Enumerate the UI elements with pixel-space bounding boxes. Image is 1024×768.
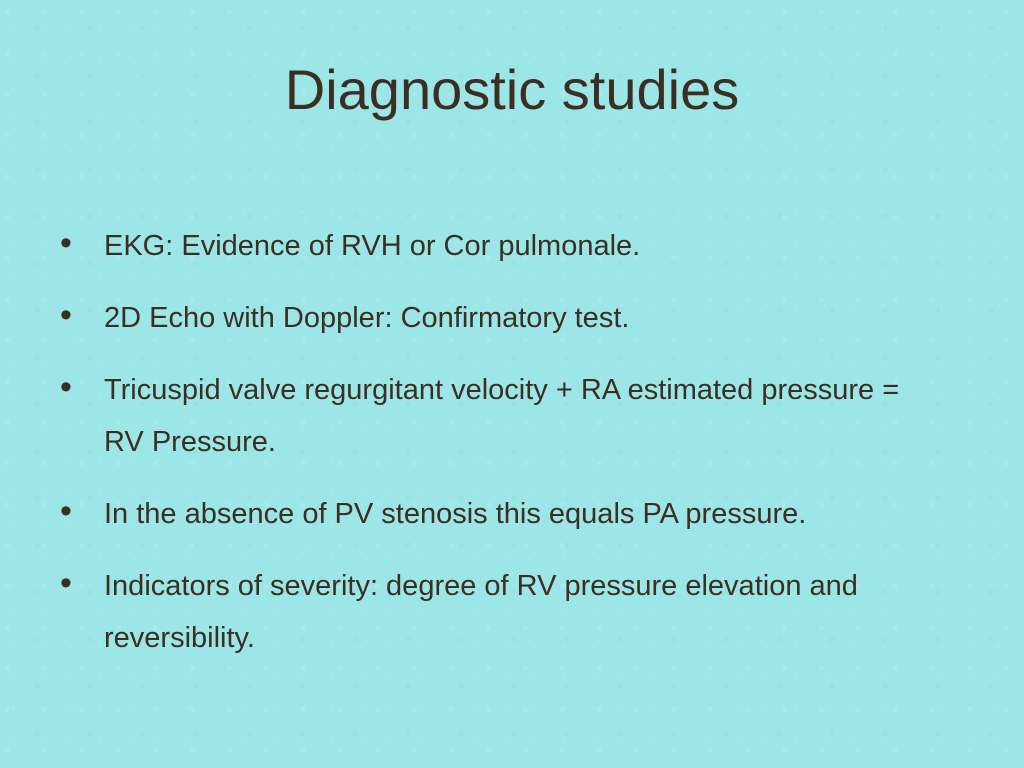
bullet-text: 2D Echo with Doppler: Confirmatory test. xyxy=(104,302,630,334)
bullet-icon: • xyxy=(60,296,72,334)
bullet-icon: • xyxy=(60,492,72,530)
bullet-text: Tricuspid valve regurgitant velocity + RA estimated pressure = RV Pressure. xyxy=(104,374,900,458)
bullet-text: In the absence of PV stenosis this equals PA pressure. xyxy=(104,498,807,530)
bullet-icon: • xyxy=(60,368,72,406)
bullet-item xyxy=(60,220,940,272)
bullet-item xyxy=(60,488,940,540)
bullet-item xyxy=(60,560,940,664)
bullet-icon: • xyxy=(60,224,72,262)
bullet-item xyxy=(60,364,940,468)
bullet-item xyxy=(60,292,940,344)
bullet-icon: • xyxy=(60,564,72,602)
bullet-text: EKG: Evidence of RVH or Cor pulmonale. xyxy=(104,230,641,262)
slide-title: Diagnostic studies xyxy=(284,58,740,121)
bullet-list xyxy=(60,220,940,684)
bullet-text: Indicators of severity: degree of RV pressure elevation and reversibility. xyxy=(104,570,858,654)
